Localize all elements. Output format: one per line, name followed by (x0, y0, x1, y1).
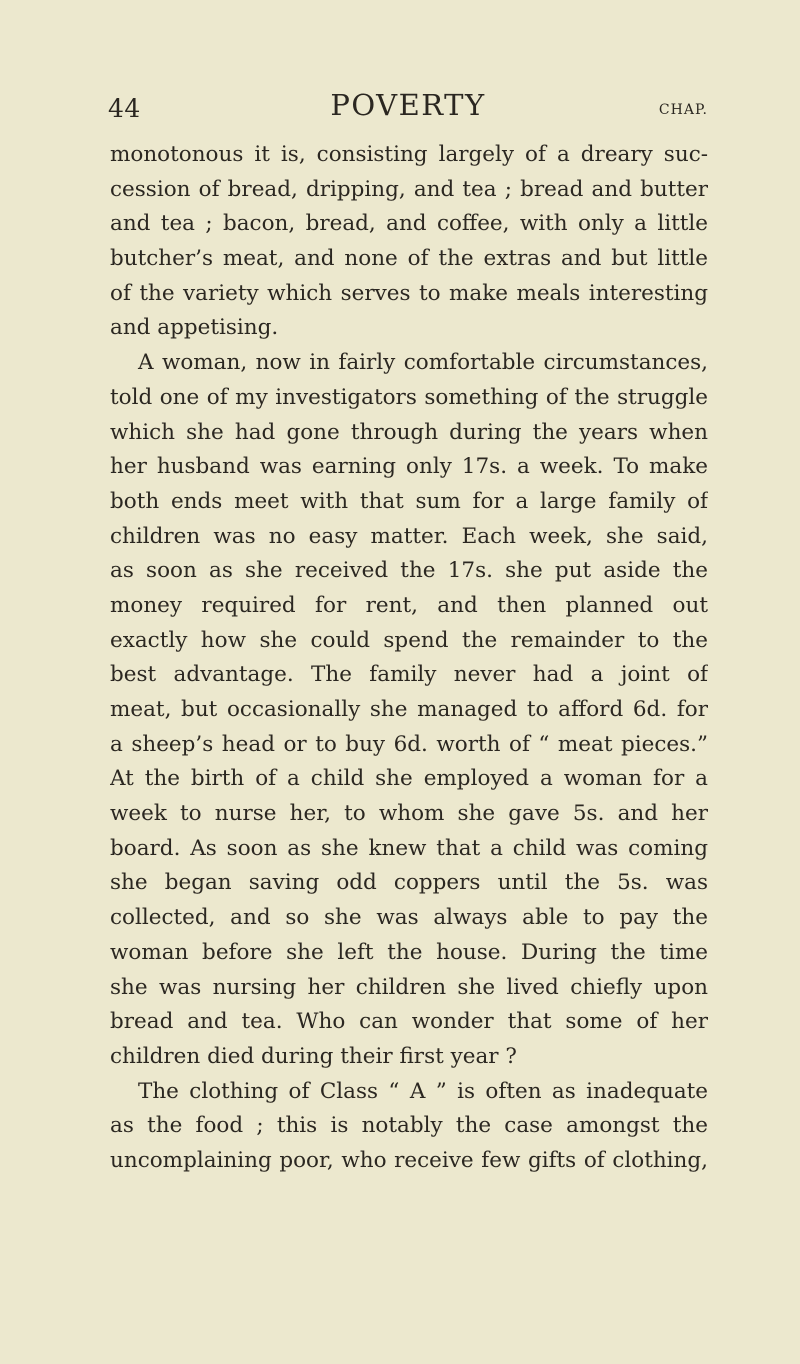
running-title: POVERTY (330, 88, 486, 122)
text-line: she was nursing her children she lived chiefly upon (110, 974, 708, 1000)
text-line: a sheep’s head or to buy 6d. worth of “ meat pieces.” (110, 731, 708, 757)
text-line: meat, but occasionally she managed to afford 6d. for (110, 697, 708, 722)
text-line: uncomplaining poor, who receive few gifts of clothing, (110, 1147, 708, 1173)
text-line: and tea ; bacon, bread, and coffee, with only a little (110, 211, 708, 237)
text-line: both ends meet with that sum for a large family of (110, 488, 708, 514)
text-line: of the variety which serves to make meals interesting (110, 280, 708, 306)
text-line: bread and tea. Who can wonder that some of her (110, 1009, 708, 1035)
text-line: woman before she left the house. During the time (110, 939, 708, 965)
text-line: butcher’s meat, and none of the extras and but little (110, 246, 708, 272)
text-line: as the food ; this is notably the case amongst the (110, 1113, 708, 1139)
text-line: as soon as she received the 17s. she put aside the (110, 558, 708, 584)
text-line: collected, and so she was always able to pay the (110, 905, 708, 931)
text-line: week to nurse her, to whom she gave 5s. and her (110, 801, 708, 827)
text-line: exactly how she could spend the remainder to the (110, 627, 708, 653)
text-line: children was no easy matter. Each week, she said, (110, 523, 708, 549)
text-line: board. As soon as she knew that a child was coming (110, 835, 708, 861)
text-line: she began saving odd coppers until the 5s. was (110, 870, 708, 896)
text-line: best advantage. The family never had a joint of (110, 662, 708, 688)
text-line: and appetising. (110, 315, 279, 341)
text-line: monotonous it is, consisting largely of a dreary suc- (110, 142, 708, 167)
body-text (110, 138, 708, 1179)
text-line: which she had gone through during the years when (110, 419, 708, 445)
text-line: money required for rent, and then planned out (110, 592, 708, 618)
page-number: 44 (108, 94, 141, 123)
chapter-mark: CHAP. (658, 102, 708, 118)
text-line: children died during their first year ? (110, 1043, 517, 1069)
running-head (108, 88, 708, 128)
text-line: At the birth of a child she employed a woman for a (110, 766, 708, 792)
text-line: cession of bread, dripping, and tea ; bread and butter (110, 176, 708, 202)
text-line: A woman, now in fairly comfortable circumstances, (138, 350, 708, 376)
text-line: told one of my investigators something of the struggle (110, 384, 708, 410)
text-line: The clothing of Class “ A ” is often as inadequate (138, 1078, 708, 1104)
text-line: her husband was earning only 17s. a week. To make (110, 454, 708, 480)
